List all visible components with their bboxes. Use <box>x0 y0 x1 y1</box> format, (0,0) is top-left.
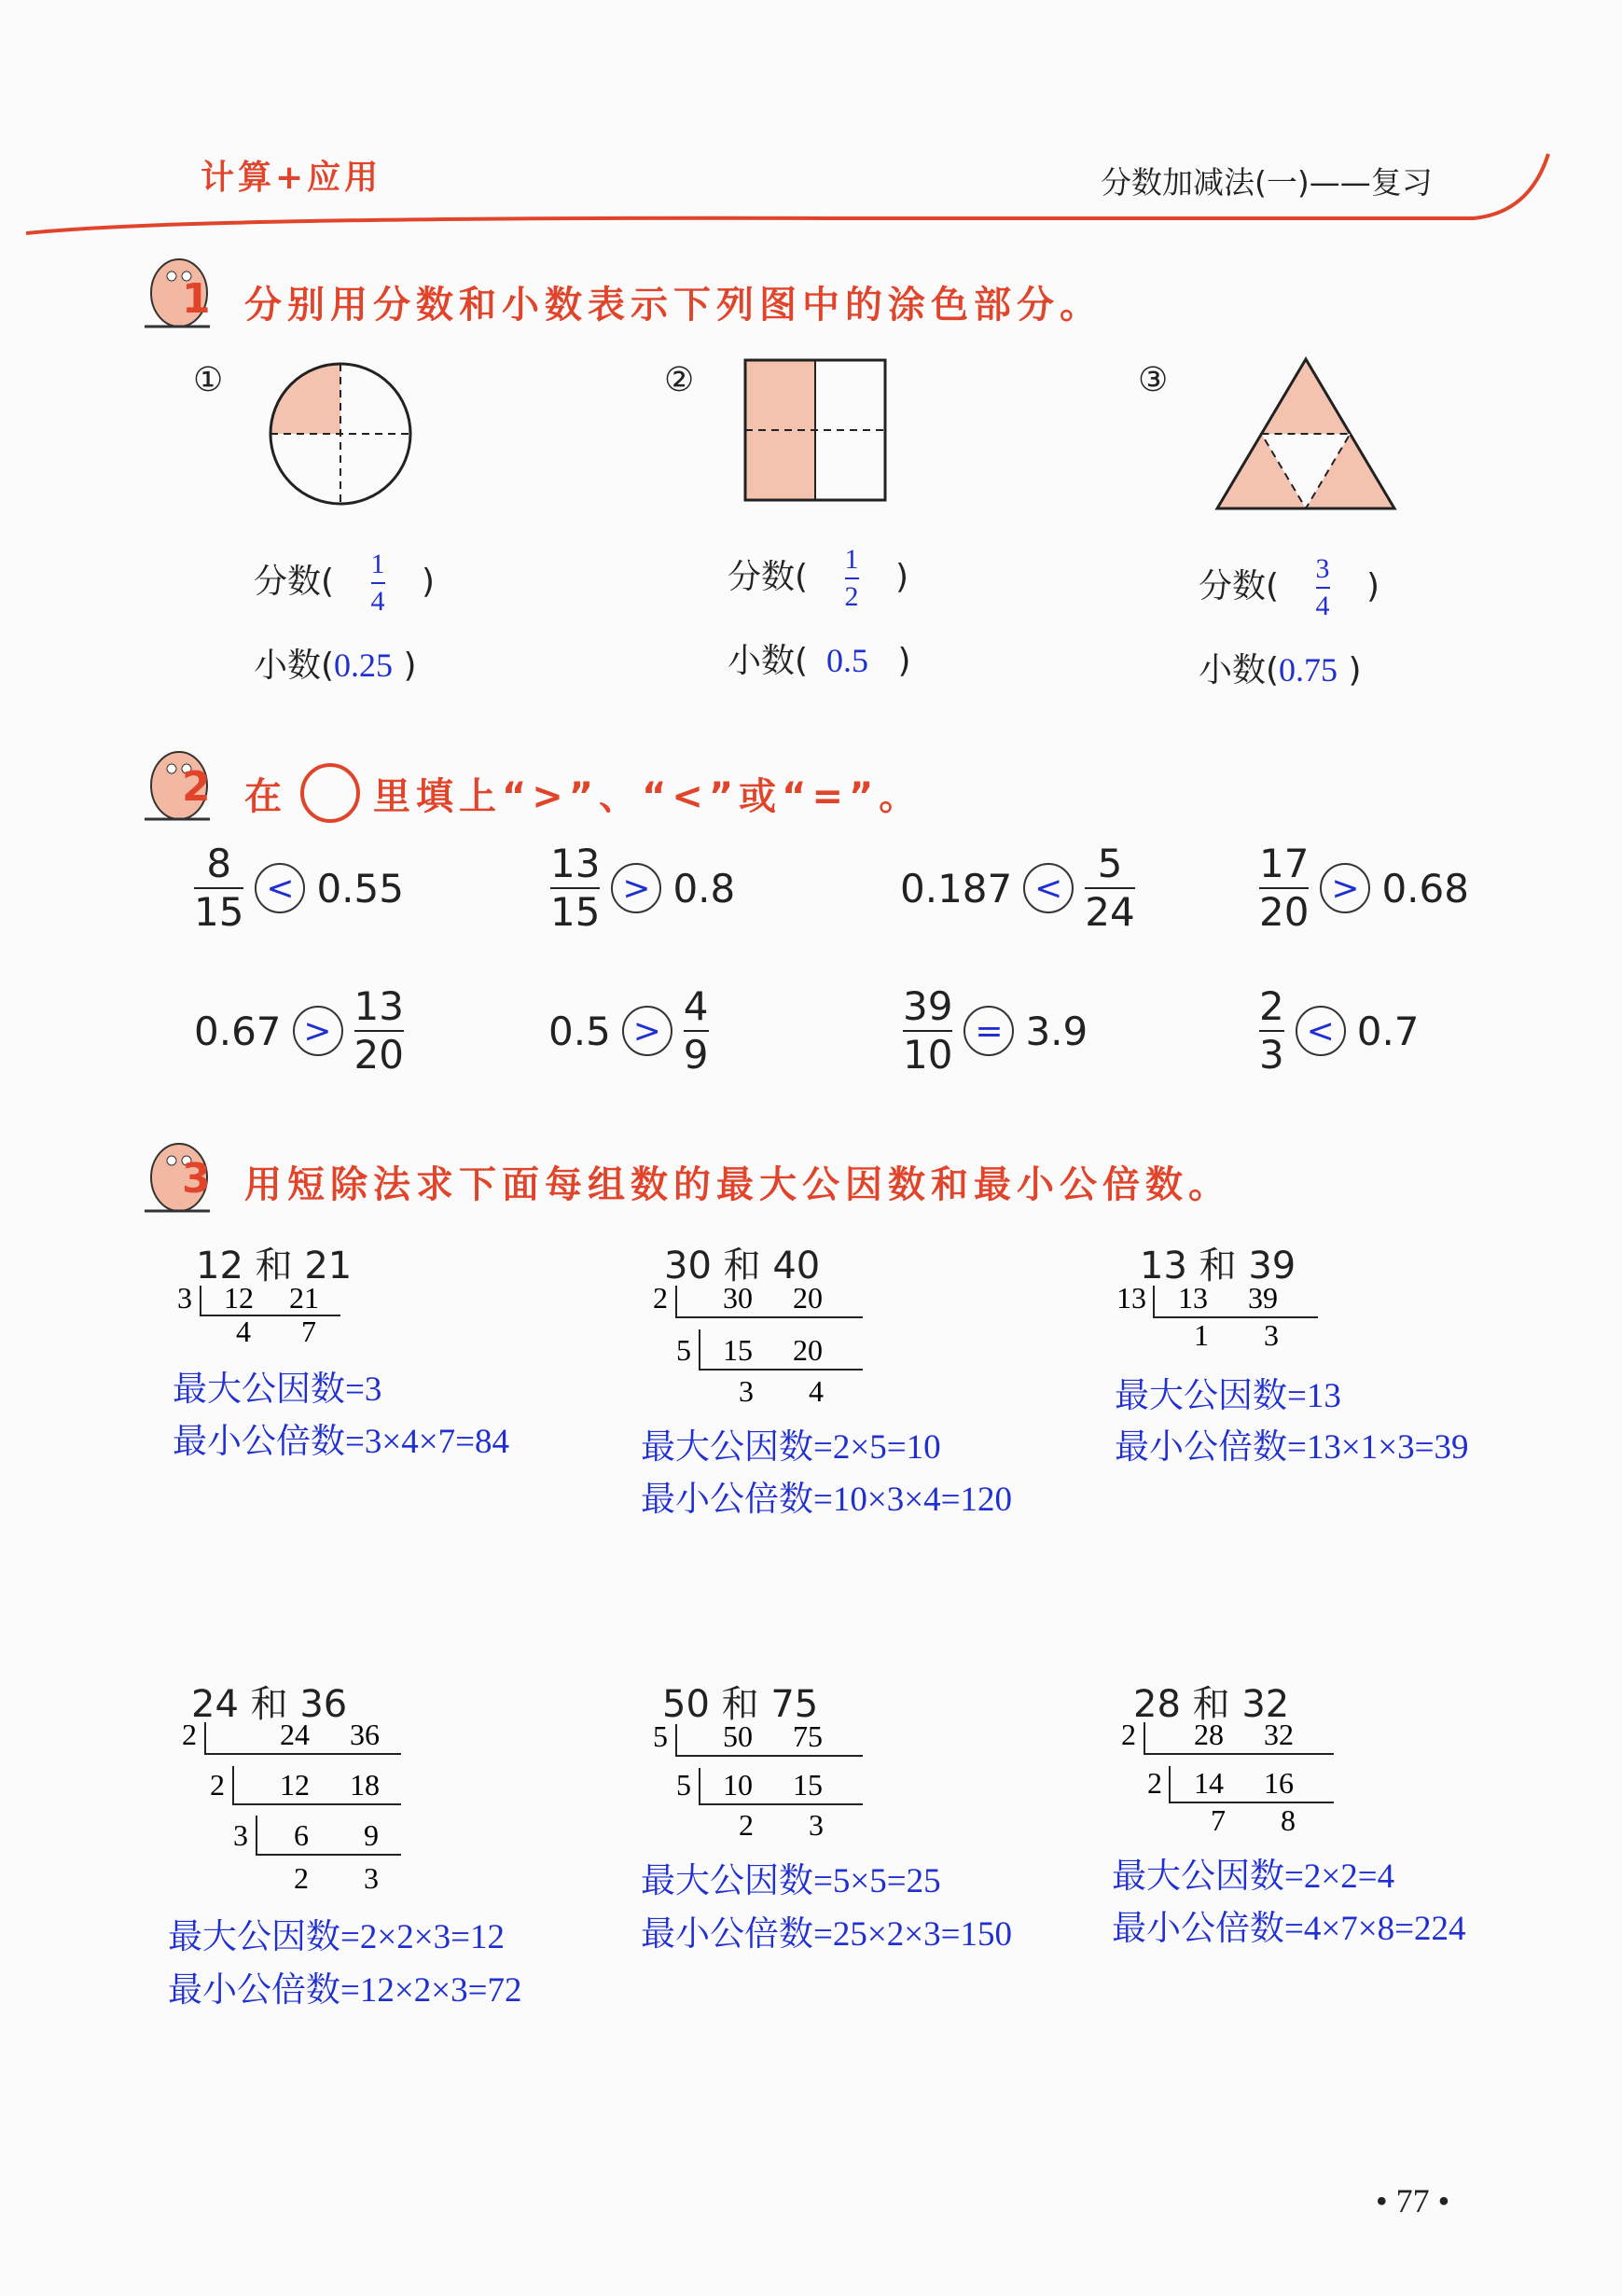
svg-text:20: 20 <box>793 1281 823 1315</box>
fraction-row-3 <box>1199 555 1379 620</box>
numerator: 1 <box>370 549 385 579</box>
gcd-answer: 最大公因数=13 <box>1115 1377 1341 1415</box>
svg-text:2: 2 <box>653 1281 668 1315</box>
decimal-answer: 0.5 <box>826 642 869 679</box>
svg-text:20: 20 <box>793 1333 823 1367</box>
decimal-row-1 <box>254 639 417 687</box>
svg-text:4: 4 <box>809 1374 824 1408</box>
decimal-label: 小数( <box>1199 651 1280 689</box>
denominator: 4 <box>1315 591 1330 621</box>
short-division <box>168 1278 354 1343</box>
answer-circle: > <box>611 863 661 913</box>
svg-text:13: 13 <box>1116 1281 1146 1315</box>
svg-text:15: 15 <box>723 1333 753 1367</box>
gcd-answer: 最大公因数=5×5=25 <box>641 1862 941 1900</box>
group-title: 24 和 36 <box>191 1683 348 1726</box>
decimal-label: 小数( <box>254 647 335 685</box>
lcm-answer: 最小公倍数=12×2×3=72 <box>168 1971 522 2010</box>
comparison-item: $\frac{2}{3}$ < 0.7 <box>1259 983 1420 1078</box>
comparison-item: $\frac{17}{20}$ > 0.68 <box>1259 841 1469 935</box>
decimal-row-3 <box>1199 644 1362 691</box>
close-paren: ) <box>421 563 435 601</box>
close-paren: ) <box>403 647 417 685</box>
close-paren: ) <box>897 642 911 680</box>
lcm-answer: 最小公倍数=3×4×7=84 <box>173 1423 509 1461</box>
short-division <box>1110 1715 1352 1855</box>
fraction-label: 分数( <box>1199 567 1280 605</box>
svg-text:2: 2 <box>1147 1766 1162 1800</box>
svg-text:16: 16 <box>1264 1766 1294 1800</box>
item-index: ② <box>664 361 695 399</box>
svg-text:2: 2 <box>210 1768 225 1802</box>
svg-text:28: 28 <box>1194 1718 1224 1751</box>
numerator: 3 <box>1315 553 1330 584</box>
short-division <box>168 1715 410 1901</box>
q2-title-pre: 在 <box>244 774 287 818</box>
close-paren: ) <box>1366 567 1379 605</box>
svg-text:6: 6 <box>294 1818 309 1852</box>
svg-text:24: 24 <box>280 1718 310 1751</box>
svg-text:18: 18 <box>350 1768 380 1802</box>
svg-text:5: 5 <box>653 1719 668 1753</box>
svg-text:3: 3 <box>233 1818 248 1852</box>
q1-number: 1 <box>182 275 216 323</box>
q2-number: 2 <box>182 763 216 811</box>
svg-text:12: 12 <box>224 1281 254 1315</box>
svg-text:1: 1 <box>1194 1318 1209 1352</box>
close-paren: ) <box>894 558 908 596</box>
fraction-answer <box>371 550 385 616</box>
answer-circle: > <box>622 1006 672 1056</box>
svg-text:5: 5 <box>676 1768 691 1802</box>
svg-text:21: 21 <box>289 1281 319 1315</box>
fraction-answer <box>845 546 859 611</box>
answer-circle: = <box>963 1006 1014 1056</box>
decimal-label: 小数( <box>728 642 809 680</box>
svg-text:75: 75 <box>793 1719 823 1753</box>
circle-figure <box>266 359 415 508</box>
svg-text:3: 3 <box>364 1861 379 1895</box>
svg-text:12: 12 <box>280 1768 310 1802</box>
decimal-answer: 0.25 <box>334 647 394 684</box>
answer-circle: > <box>1320 863 1370 913</box>
square-figure <box>742 356 891 506</box>
svg-text:7: 7 <box>1211 1803 1226 1837</box>
svg-text:32: 32 <box>1264 1718 1294 1751</box>
answer-circle: < <box>1023 863 1074 913</box>
lcm-answer: 最小公倍数=4×7×8=224 <box>1112 1910 1466 1948</box>
svg-text:15: 15 <box>793 1768 823 1802</box>
decimal-answer: 0.75 <box>1279 651 1338 689</box>
q3-number: 3 <box>182 1155 216 1203</box>
svg-text:3: 3 <box>177 1281 192 1315</box>
svg-text:10: 10 <box>723 1768 753 1802</box>
fraction-label: 分数( <box>254 563 335 601</box>
q2-title-post: 里填上“>”、“<”或“=”。 <box>373 774 922 818</box>
svg-text:36: 36 <box>350 1718 380 1751</box>
svg-text:4: 4 <box>236 1315 251 1343</box>
svg-text:30: 30 <box>723 1281 753 1315</box>
fraction-row-2 <box>728 546 908 611</box>
svg-text:9: 9 <box>364 1818 379 1852</box>
short-division <box>644 1278 886 1409</box>
section-label: 计算+应用 <box>201 159 382 197</box>
svg-text:2: 2 <box>294 1861 309 1895</box>
short-division <box>644 1717 886 1857</box>
answer-circle: < <box>1296 1006 1346 1056</box>
svg-text:39: 39 <box>1248 1281 1278 1315</box>
svg-text:7: 7 <box>301 1315 316 1343</box>
topic-label: 分数加减法(一)——复习 <box>1101 164 1433 201</box>
fraction-label: 分数( <box>728 558 809 596</box>
item-index: ① <box>193 361 224 399</box>
svg-text:3: 3 <box>739 1374 754 1408</box>
group-title: 30 和 40 <box>664 1245 821 1287</box>
comparison-item: 0.5 > $\frac{4}{9}$ <box>548 983 709 1078</box>
comparison-item: $\frac{8}{15}$ < 0.55 <box>194 841 404 935</box>
lcm-answer: 最小公倍数=25×2×3=150 <box>641 1915 1012 1954</box>
page-number: • 77 • <box>1376 2182 1450 2219</box>
triangle-figure <box>1213 355 1399 518</box>
numerator: 1 <box>844 544 859 575</box>
fraction-answer <box>1316 555 1330 620</box>
gcd-answer: 最大公因数=2×5=10 <box>641 1428 941 1467</box>
item-index: ③ <box>1138 361 1169 399</box>
svg-text:5: 5 <box>676 1333 691 1367</box>
svg-text:13: 13 <box>1178 1281 1208 1315</box>
fraction-row-1 <box>254 550 435 616</box>
svg-text:3: 3 <box>809 1808 824 1842</box>
q3-title: 用短除法求下面每组数的最大公因数和最小公倍数。 <box>244 1163 1231 1206</box>
group-title: 50 和 75 <box>662 1683 819 1726</box>
group-title: 13 和 39 <box>1140 1245 1296 1287</box>
lcm-answer: 最小公倍数=10×3×4=120 <box>641 1481 1012 1519</box>
svg-text:2: 2 <box>1121 1718 1136 1751</box>
comparison-item: $\frac{13}{15}$ > 0.8 <box>550 841 736 935</box>
answer-circle: < <box>255 863 305 913</box>
comparison-item: $\frac{39}{10}$ = 3.9 <box>903 983 1088 1078</box>
answer-circle: > <box>293 1006 343 1056</box>
short-division <box>1115 1278 1329 1353</box>
denominator: 2 <box>844 581 859 612</box>
q2-title <box>244 763 922 823</box>
svg-text:3: 3 <box>1264 1318 1279 1352</box>
svg-text:2: 2 <box>182 1718 197 1751</box>
blank-circle-icon <box>300 763 360 823</box>
comparison-item: 0.187 < $\frac{5}{24}$ <box>900 841 1135 935</box>
lcm-answer: 最小公倍数=13×1×3=39 <box>1115 1428 1469 1467</box>
denominator: 4 <box>370 586 385 617</box>
gcd-answer: 最大公因数=2×2=4 <box>1112 1858 1395 1896</box>
q1-title: 分别用分数和小数表示下列图中的涂色部分。 <box>244 284 1102 327</box>
svg-text:2: 2 <box>739 1808 754 1842</box>
svg-text:8: 8 <box>1281 1803 1296 1837</box>
group-title: 12 和 21 <box>196 1245 353 1287</box>
svg-text:50: 50 <box>723 1719 753 1753</box>
group-title: 28 和 32 <box>1133 1683 1290 1726</box>
svg-text:14: 14 <box>1194 1766 1224 1800</box>
close-paren: ) <box>1348 651 1362 689</box>
decimal-row-2 <box>728 634 911 682</box>
comparison-item: 0.67 > $\frac{13}{20}$ <box>194 983 404 1078</box>
gcd-answer: 最大公因数=3 <box>173 1371 382 1409</box>
gcd-answer: 最大公因数=2×2×3=12 <box>168 1918 505 1956</box>
header-rule <box>0 0 1622 261</box>
